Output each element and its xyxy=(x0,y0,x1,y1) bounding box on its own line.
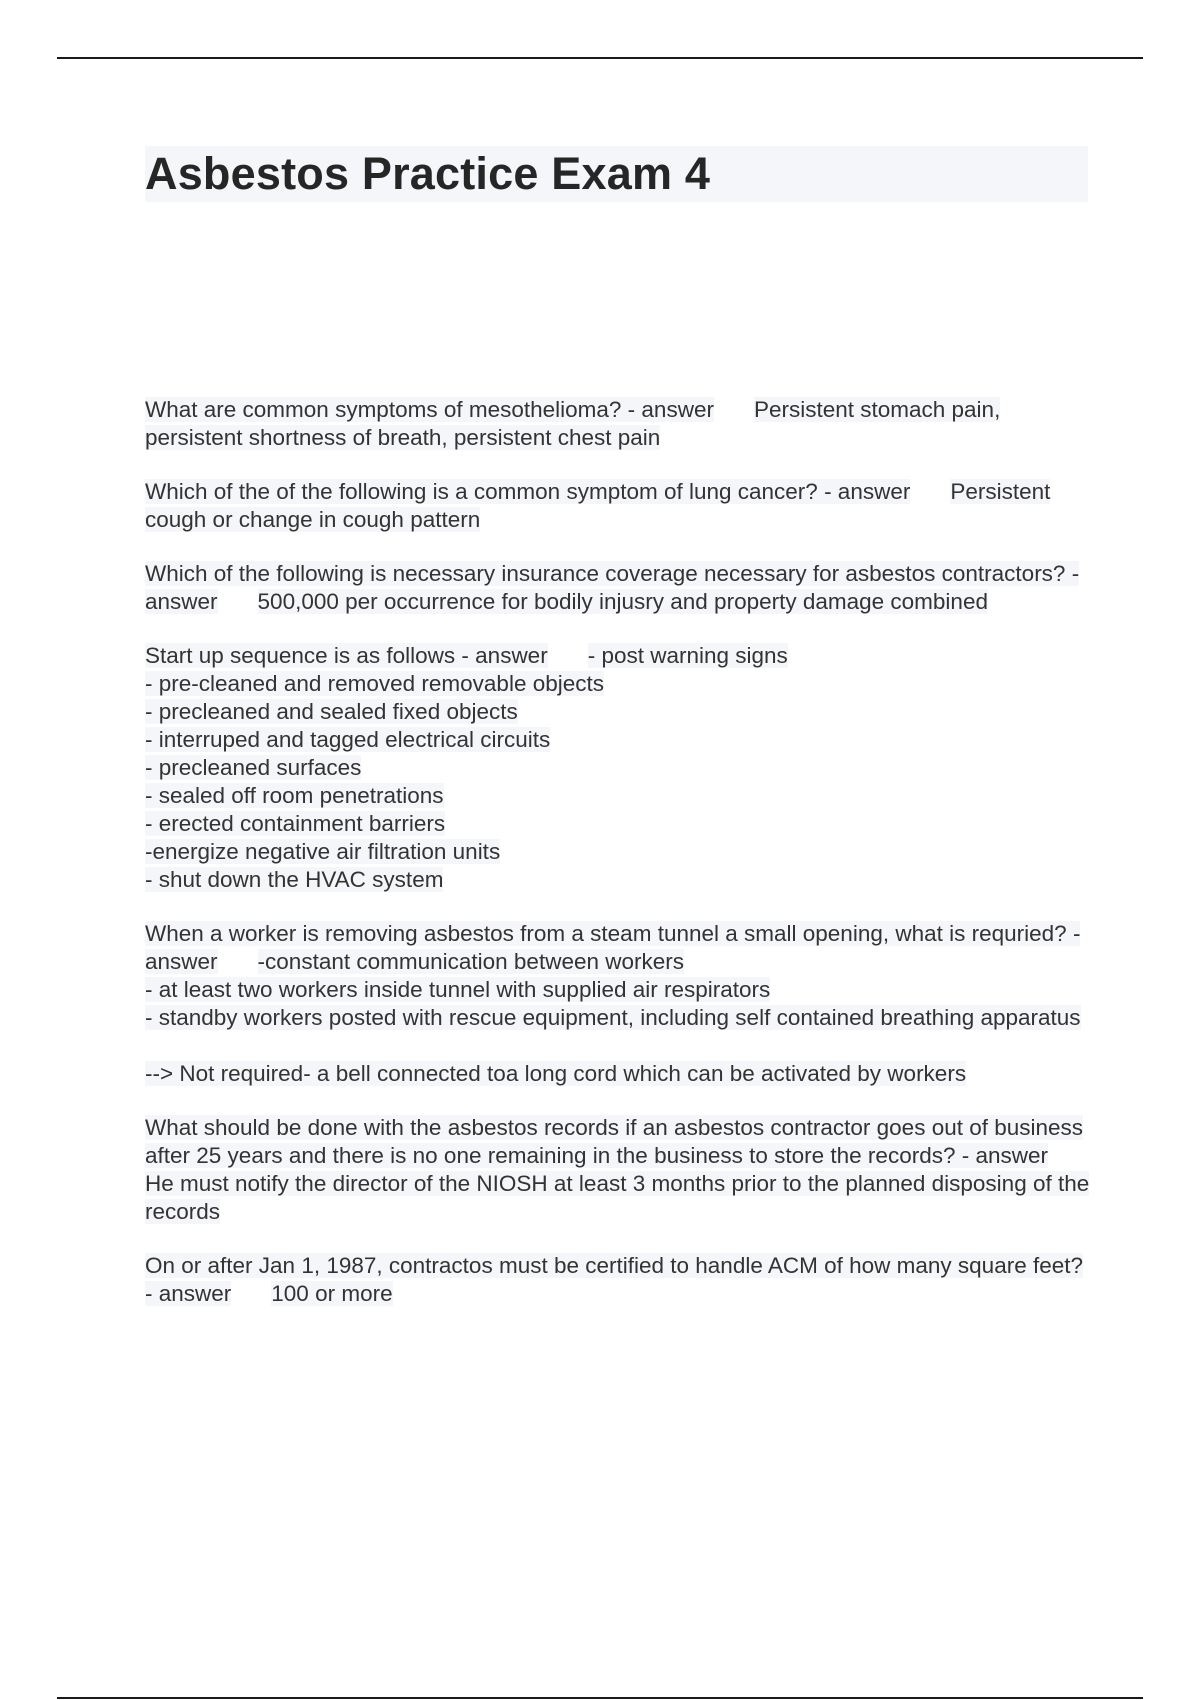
question-text: What are common symptoms of mesothelioma? - answer xyxy=(145,397,714,422)
answer-line: - standby workers posted with rescue equipment, including self contained breathing apparatus xyxy=(145,1005,1081,1030)
answer-text: Persistent cough or change in cough pattern xyxy=(145,479,1051,532)
answer-line: - sealed off room penetrations xyxy=(145,783,444,808)
question-text: When a worker is removing asbestos from a steam tunnel a small opening, what is requried? - answer xyxy=(145,921,1081,974)
qa-item xyxy=(145,1252,1095,1308)
qa-item xyxy=(145,642,1095,894)
answer-line: --> Not required- a bell connected toa long cord which can be activated by workers xyxy=(145,1061,967,1086)
answer-line: - precleaned and sealed fixed objects xyxy=(145,699,518,724)
qa-item xyxy=(145,396,1095,452)
page-title: Asbestos Practice Exam 4 xyxy=(145,148,711,199)
answer-text: 500,000 per occurrence for bodily injusry and property damage combined xyxy=(257,589,988,614)
qa-item xyxy=(145,1114,1095,1226)
question-text: On or after Jan 1, 1987, contractos must be certified to handle ACM of how many square feet? - answer xyxy=(145,1253,1084,1306)
bottom-rule xyxy=(57,1697,1143,1699)
qa-item xyxy=(145,560,1095,616)
answer-line: - precleaned surfaces xyxy=(145,755,362,780)
answer-line: - erected containment barriers xyxy=(145,811,446,836)
qa-item xyxy=(145,478,1095,534)
answer-line: - post warning signs xyxy=(587,643,788,668)
answer-line: - shut down the HVAC system xyxy=(145,867,444,892)
blank-line xyxy=(145,1032,1095,1060)
question-text: Which of the following is necessary insurance coverage necessary for asbestos contractors? - answer xyxy=(145,561,1080,614)
answer-text: 100 or more xyxy=(271,1281,393,1306)
answer-line: -energize negative air filtration units xyxy=(145,839,501,864)
answer-line: -constant communication between workers xyxy=(257,949,684,974)
answer-line: - interruped and tagged electrical circuits xyxy=(145,727,551,752)
answer-line: - at least two workers inside tunnel with supplied air respirators xyxy=(145,977,771,1002)
top-rule xyxy=(57,57,1143,59)
question-text: What should be done with the asbestos records if an asbestos contractor goes out of business after 25 years and there is no one remaining in the business to store the records? - answer xyxy=(145,1115,1084,1168)
qa-item xyxy=(145,920,1095,1088)
question-text: Start up sequence is as follows - answer xyxy=(145,643,548,668)
answer-text: He must notify the director of the NIOSH at least 3 months prior to the planned disposing of the records xyxy=(145,1171,1090,1224)
qa-list xyxy=(145,396,1095,1334)
answer-line: - pre-cleaned and removed removable objects xyxy=(145,671,604,696)
answer-text: Persistent stomach pain, persistent shortness of breath, persistent chest pain xyxy=(145,397,1001,450)
question-text: Which of the of the following is a common symptom of lung cancer? - answer xyxy=(145,479,911,504)
